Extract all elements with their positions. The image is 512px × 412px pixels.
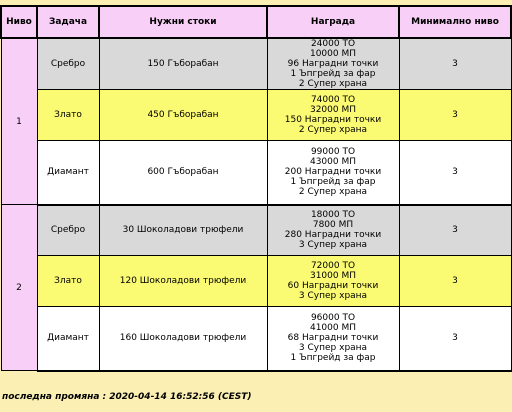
reward-line: 10000 МП [309,49,357,59]
items-cell: 150 Гъборабан [99,38,267,90]
min-level-cell: 3 [399,38,511,90]
reward-line: 7800 МП [312,220,354,231]
items-cell: 160 Шоколадови трюфели [99,307,267,371]
reward-line: 31000 МП [309,271,357,281]
reward-line: 72000 ТО [310,261,356,271]
table-header-row [1,6,511,38]
task-cell: Сребро [37,205,99,256]
items-cell: 600 Гъборабан [99,141,267,205]
reward-line: 96000 ТО [310,313,356,324]
reward-line: 3 Супер храна [298,240,368,251]
level-cell: 2 [1,205,37,371]
reward-line: 280 Наградни точки [284,230,382,241]
header-min-level: Минимално ниво [399,6,511,38]
reward-line: 99000 ТО [310,147,356,158]
reward-line: 18000 ТО [310,210,356,221]
reward-line: 2 Супер храна [298,125,368,135]
reward-cell [267,38,399,90]
table-row [1,205,511,256]
header-level: Ниво [1,6,37,38]
reward-cell [267,90,399,141]
reward-line: 43000 МП [309,157,357,168]
reward-line: 96 Наградни точки [287,59,379,69]
task-cell: Сребро [37,38,99,90]
reward-cell [267,141,399,205]
level-cell: 1 [1,38,37,205]
min-level-cell: 3 [399,256,511,307]
task-cell: Диамант [37,141,99,205]
header-reward: Награда [267,6,399,38]
reward-line: 32000 МП [309,105,357,115]
reward-line: 74000 ТО [310,95,356,105]
reward-line: 41000 МП [309,323,357,334]
reward-line: 150 Наградни точки [284,115,382,125]
table-row [1,256,511,307]
header-items: Нужни стоки [99,6,267,38]
reward-line: 1 Ъпгрейд за фар [290,353,376,364]
items-cell: 120 Шоколадови трюфели [99,256,267,307]
reward-line: 60 Наградни точки [287,281,379,291]
items-cell: 30 Шоколадови трюфели [99,205,267,256]
task-cell: Злато [37,256,99,307]
reward-line: 2 Супер храна [298,187,368,198]
min-level-cell: 3 [399,90,511,141]
reward-cell [267,256,399,307]
last-modified-footer: последна промяна : 2020-04-14 16:52:56 (CEST) [2,392,252,402]
reward-line: 3 Супер храна [298,291,368,301]
reward-cell [267,307,399,371]
reward-line: 1 Ъпгрейд за фар [290,177,376,188]
task-cell: Злато [37,90,99,141]
reward-cell [267,205,399,256]
reward-line: 3 Супер храна [298,343,368,354]
reward-line: 2 Супер храна [298,79,368,89]
reward-line: 24000 ТО [310,39,356,49]
reward-line: 200 Наградни точки [284,167,382,178]
min-level-cell: 3 [399,307,511,371]
items-cell: 450 Гъборабан [99,90,267,141]
table-row [1,307,511,371]
min-level-cell: 3 [399,141,511,205]
header-task: Задача [37,6,99,38]
table-row [1,90,511,141]
table-row [1,38,511,90]
table-row [1,141,511,205]
reward-line: 1 Ъпгрейд за фар [290,69,376,79]
min-level-cell: 3 [399,205,511,256]
task-cell: Диамант [37,307,99,371]
reward-line: 68 Наградни точки [287,333,379,344]
quest-table [0,5,512,372]
